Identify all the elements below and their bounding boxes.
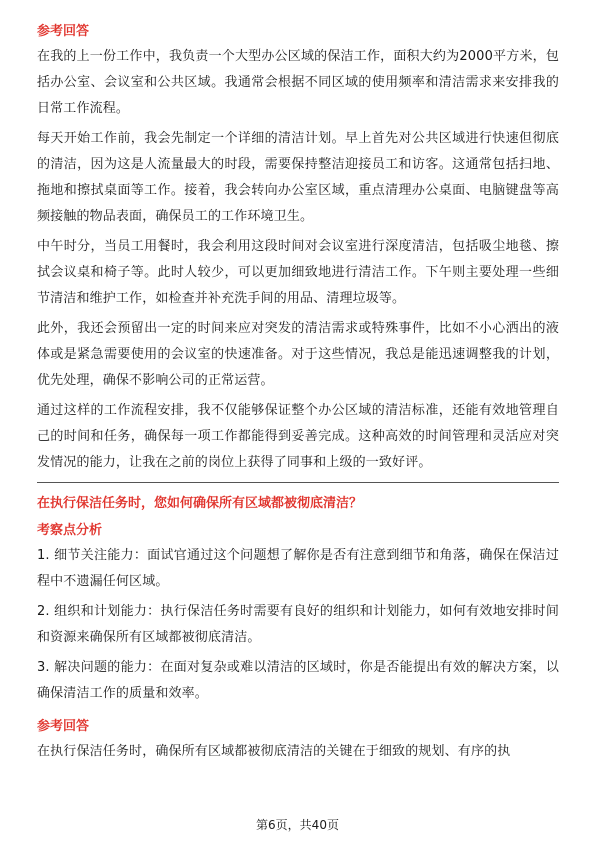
answer-paragraph: 中午时分，当员工用餐时，我会利用这段时间对会议室进行深度清洁，包括吸尘地毯、擦拭会议桌和椅子等。此时人较少，可以更加细致地进行清洁工作。下午则主要处理一些细节清洁和维护工作，如检查并补充洗手间的用品、清理垃圾等。 xyxy=(37,239,559,306)
answer-paragraph: 在我的上一份工作中，我负责一个大型办公区域的保洁工作，面积大约为2000平方米，包括办公室、会议室和公共区域。我通常会根据不同区域的使用频率和清洁需求来安排我的日常工作流程。 xyxy=(37,49,559,116)
page-number: 第6页，共40页 xyxy=(256,818,339,832)
section-divider xyxy=(37,482,559,483)
analysis-heading: 考察点分析 xyxy=(37,523,103,538)
reference-answer-heading: 参考回答 xyxy=(37,24,90,39)
answer-paragraph: 每天开始工作前，我会先制定一个详细的清洁计划。早上首先对公共区域进行快速但彻底的清洁，因为这是人流量最大的时段，需要保持整洁迎接员工和访客。这通常包括扫地、拖地和擦拭桌面等工作。接着，我会转向办公室区域，重点清理办公桌面、电脑键盘等高频接触的物品表面，确保员工的工作环境卫生。 xyxy=(37,131,559,224)
analysis-item: 3. 解决问题的能力：在面对复杂或难以清洁的区域时，你是否能提出有效的解决方案，以确保清洁工作的质量和效率。 xyxy=(37,660,559,701)
analysis-item: 2. 组织和计划能力：执行保洁任务时需要有良好的组织和计划能力，如何有效地安排时间和资源来确保所有区域都被彻底清洁。 xyxy=(37,604,559,645)
answer-paragraph: 此外，我还会预留出一定的时间来应对突发的清洁需求或特殊事件，比如不小心洒出的液体或是紧急需要使用的会议室的快速准备。对于这些情况，我总是能迅速调整我的计划，优先处理，确保不影响公司的正常运营。 xyxy=(37,321,559,388)
interview-question: 在执行保洁任务时，您如何确保所有区域都被彻底清洁？ xyxy=(37,496,363,511)
reference-answer-heading: 参考回答 xyxy=(37,719,90,734)
answer-paragraph: 通过这样的工作流程安排，我不仅能够保证整个办公区域的清洁标准，还能有效地管理自己的时间和任务，确保每一项工作都能得到妥善完成。这种高效的时间管理和灵活应对突发情况的能力，让我在之前的岗位上获得了同事和上级的一致好评。 xyxy=(37,403,559,470)
page-content xyxy=(37,22,559,769)
answer-paragraph: 在执行保洁任务时，确保所有区域都被彻底清洁的关键在于细致的规划、有序的执 xyxy=(37,744,511,759)
analysis-item: 1. 细节关注能力：面试官通过这个问题想了解你是否有注意到细节和角落，确保在保洁过程中不遗漏任何区域。 xyxy=(37,548,559,589)
